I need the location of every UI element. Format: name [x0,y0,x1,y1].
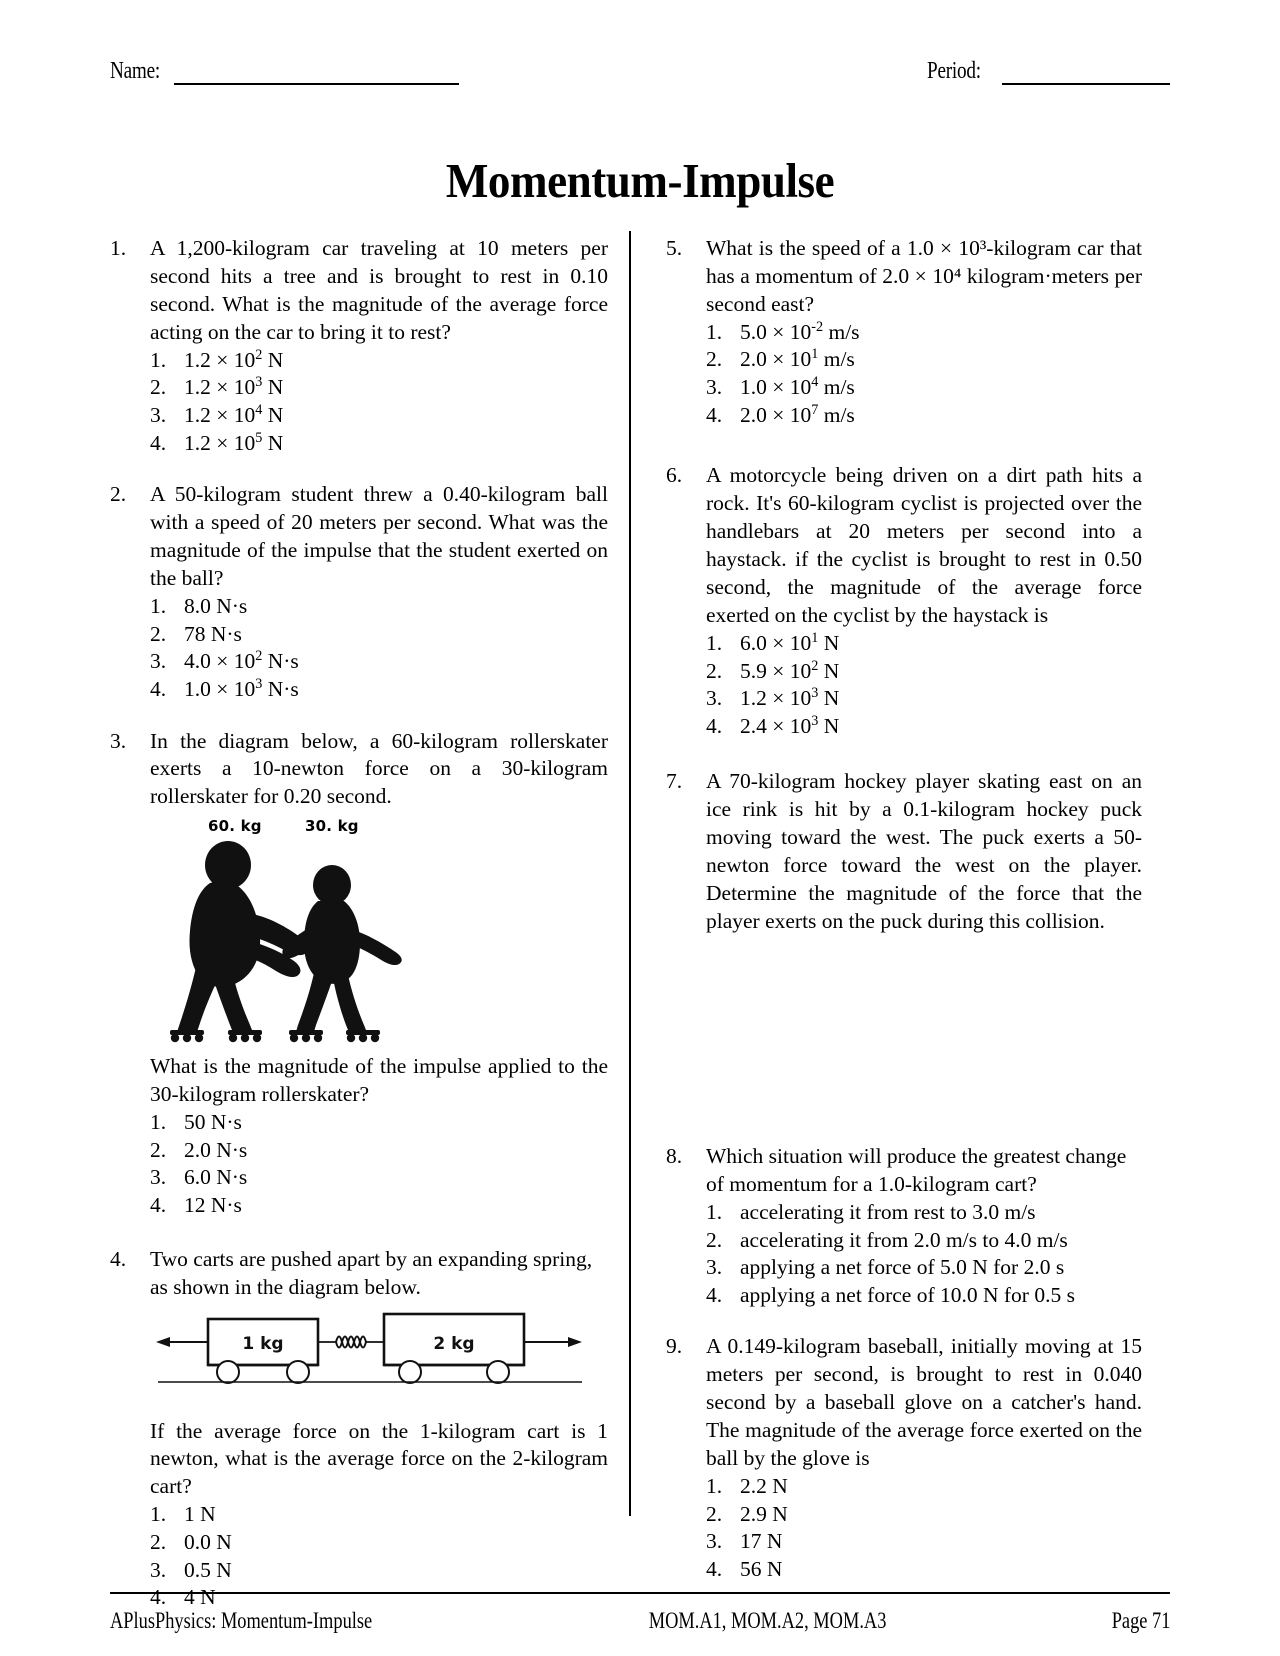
choice-text: 2.2 N [740,1474,788,1499]
choice[interactable] [706,374,1142,402]
choice[interactable] [150,1137,608,1165]
answer-choices [706,319,1142,430]
choice-text: 0.0 N [184,1529,232,1554]
choice[interactable] [706,685,1142,713]
question-text: A 1,200-kilogram car traveling at 10 meters per second hits a tree and is brought to rest in 0.10 second. What is the magnitude of the average force acting on the car to bring it to rest? [150,236,608,344]
page-footer [110,1608,1170,1634]
choice-number: 4. [150,1585,167,1610]
choice-number: 1. [706,319,723,344]
choice[interactable] [706,630,1142,658]
choice[interactable] [706,319,1142,347]
answer-choices [706,1473,1142,1584]
question-text: Two carts are pushed apart by an expanding spring, as shown in the diagram below. [150,1246,593,1299]
choice[interactable] [150,347,608,375]
question-2 [110,481,608,703]
choice[interactable] [150,374,608,402]
choice-number: 2. [706,1227,723,1252]
choice-text: $1.2 \times 10^3$ N [184,374,284,400]
page-header [110,0,1170,128]
choice-text: $1.2 \times 10^2$ N [184,346,284,372]
choice-number: 4. [150,676,167,701]
question-number: 4. [110,1246,127,1271]
name-write-in-line[interactable] [174,63,459,85]
choice-number: 1. [150,1110,167,1135]
choice-number: 1. [706,630,723,655]
choice-number: 4. [706,1557,723,1581]
choice-number: 4. [150,430,167,455]
choice-number: 1. [706,1199,723,1224]
cart-left-label: 1 kg [242,1333,284,1354]
choice-number: 2. [150,375,167,400]
choice-number: 2. [150,1529,167,1554]
question-3 [110,728,608,1220]
choice-text: 0.5 N [184,1557,232,1582]
choice-text: $1.2 \times 10^3$ N [740,685,840,711]
answer-work-space [666,955,1142,1143]
choice-text: $1.2 \times 10^5$ N [184,429,284,455]
mass-label-right: 30. kg [305,817,359,836]
rollerskaters-diagram [150,817,450,1045]
choice-number: 2. [706,658,723,683]
footer-page-number: Page 71 [1111,1608,1170,1633]
two-carts-spring-diagram [150,1312,608,1412]
question-number: 9. [666,1334,683,1359]
choice-number: 4. [706,402,723,427]
period-label: Period: [926,58,981,84]
question-number: 2. [110,482,127,507]
period-write-in-line[interactable] [1002,63,1170,85]
answer-choices [706,1199,1142,1310]
question-text: What is the speed of a 1.0 × 10³-kilogram car that has a momentum of 2.0 × 10⁴ kilogram·meters per second east? [706,236,1142,316]
question-8 [666,1143,1142,1309]
choice[interactable] [706,1282,1142,1310]
cart-right-label: 2 kg [433,1333,475,1354]
period-field-group [927,58,1170,85]
choice-text: 2.9 N [740,1501,788,1526]
choice-number: 4. [150,1193,167,1218]
choice-number: 3. [706,1255,723,1280]
choice-text: 4 N [184,1585,216,1610]
choice-number: 1. [150,1502,167,1527]
choice[interactable] [150,1529,608,1557]
choice-text: 50 N·s [184,1110,242,1135]
choice[interactable] [150,1109,608,1137]
choice-text: 12 N·s [184,1193,242,1218]
choice-number: 3. [706,375,723,400]
name-field-group [110,58,459,85]
choice-number: 4. [706,713,723,738]
carts-spring-art [150,1312,590,1404]
footer-source: APlusPhysics: Momentum-Impulse [110,1608,373,1633]
choice[interactable] [150,1164,608,1192]
mass-label-left: 60. kg [208,817,262,836]
question-4 [110,1246,608,1612]
choice[interactable] [706,713,1142,741]
choice-number: 2. [706,347,723,372]
question-text: A motorcycle being driven on a dirt path hits a rock. It's 60-kilogram cyclist is projected over the handlebars at 20 meters per second into a haystack. if the cyclist is brought to rest in 0.50 second, the magnitude of the average force exerted on the cyclist by the haystack is [706,463,1142,627]
choice-text: $1.0 \times 10^4$ m/s [740,373,855,400]
right-column [626,235,1142,1631]
question-number: 8. [666,1144,683,1169]
choice-text: $4.0 \times 10^2$ N·s [184,648,299,674]
question-text: A 0.149-kilogram baseball, initially moving at 15 meters per second, is brought to rest in 0.040 second by a baseball glove on a catcher's hand. The magnitude of the average force exerted on the ball by the glove is [706,1334,1142,1471]
column-divider-rule [629,231,631,1516]
choice[interactable] [150,593,608,621]
choice-number: 2. [150,621,167,646]
question-1 [110,235,608,457]
choice-text: $1.0 \times 10^3$ N·s [184,675,299,701]
two-column-body [110,235,1170,1631]
choice-text: $5.0 \times 10^{-2}$ m/s [740,318,860,344]
choice[interactable] [706,1254,1142,1282]
rollerskaters-silhouette-art [150,839,440,1044]
choice-text: $2.0 \times 10^7$ m/s [740,401,855,427]
choice-number: 3. [706,686,723,711]
question-7 [666,768,1142,936]
choice-number: 3. [150,1557,167,1582]
choice-number: 2. [150,1137,167,1162]
answer-choices [150,1501,608,1612]
choice-text: accelerating it from 2.0 m/s to 4.0 m/s [740,1227,1068,1252]
footer-standards: MOM.A1, MOM.A2, MOM.A3 [648,1608,886,1633]
footer-divider-rule [110,1592,1170,1594]
choice-text: 17 N [740,1529,783,1554]
choice[interactable] [150,1192,608,1220]
choice[interactable] [150,430,608,458]
choice[interactable] [150,1501,608,1529]
choice-text: 2.0 N·s [184,1137,248,1162]
left-column [110,235,626,1631]
answer-choices [706,630,1142,741]
question-text: A 50-kilogram student threw a 0.40-kilogram ball with a speed of 20 meters per second. What was the magnitude of the impulse that the student exerted on the ball? [150,482,608,591]
choice[interactable] [706,1199,1142,1227]
question-9 [666,1333,1142,1583]
question-text-after-figure: What is the magnitude of the impulse applied to the 30-kilogram rollerskater? [150,1054,608,1107]
choice[interactable] [150,402,608,430]
page-title: Momentum-Impulse [445,153,835,208]
choice[interactable] [150,1557,608,1585]
name-label: Name: [110,58,160,84]
question-number: 7. [666,769,683,794]
choice-text: 6.0 N·s [184,1165,248,1190]
choice-text: $2.0 \times 10^1$ m/s [740,346,855,372]
choice-number: 3. [706,1529,723,1554]
question-text: In the diagram below, a 60-kilogram rollerskater exerts a 10-newton force on a 30-kilogram rollerskater for 0.20 second. [150,728,608,809]
choice[interactable] [706,1501,1142,1529]
choice-number: 3. [150,1165,167,1190]
question-text-after-figure: If the average force on the 1-kilogram cart is 1 newton, what is the average force on the 2-kilogram cart? [150,1418,608,1499]
choice-text: $2.4 \times 10^3$ N [740,712,840,738]
choice-number: 2. [706,1501,723,1526]
choice[interactable] [150,676,608,704]
question-6 [666,462,1142,740]
choice[interactable] [150,648,608,676]
answer-choices [150,347,608,458]
choice-text: accelerating it from rest to 3.0 m/s [740,1199,1036,1224]
choice[interactable] [706,658,1142,686]
choice[interactable] [706,1528,1142,1556]
choice-text: 1 N [184,1502,216,1527]
question-number: 6. [666,463,683,488]
choice-number: 3. [150,403,167,427]
question-text: Which situation will produce the greatest change of momentum for a 1.0-kilogram cart? [706,1144,1127,1196]
question-number: 3. [110,728,127,753]
answer-choices [150,1109,608,1220]
choice[interactable] [706,346,1142,374]
choice-text: applying a net force of 5.0 N for 2.0 s [740,1255,1065,1280]
question-5 [666,235,1142,429]
question-number: 1. [110,236,127,260]
question-number: 5. [666,236,683,260]
choice[interactable] [150,621,608,649]
choice-number: 3. [150,649,167,674]
choice[interactable] [706,1227,1142,1255]
choice-text: 56 N [740,1557,783,1581]
choice-number: 1. [150,347,167,372]
answer-choices [150,593,608,704]
choice[interactable] [706,402,1142,430]
choice-text: $5.9 \times 10^2$ N [740,657,840,683]
choice-number: 4. [706,1282,723,1307]
choice-text: applying a net force of 10.0 N for 0.5 s [740,1282,1075,1307]
choice-text: $6.0 \times 10^1$ N [740,629,840,655]
choice[interactable] [706,1556,1142,1584]
choice-number: 1. [706,1474,723,1499]
choice[interactable] [706,1473,1142,1501]
choice-text: 78 N·s [184,621,242,646]
choice-text: 8.0 N·s [184,594,248,618]
choice-number: 1. [150,594,167,618]
question-text: A 70-kilogram hockey player skating east on an ice rink is hit by a 0.1-kilogram hockey puck moving toward the west. The puck exerts a 50-newton force toward the west on the player. Determine the magnitude of the force that the player exerts on the puck during this collision. [706,769,1142,934]
choice-text: $1.2 \times 10^4$ N [184,401,284,427]
